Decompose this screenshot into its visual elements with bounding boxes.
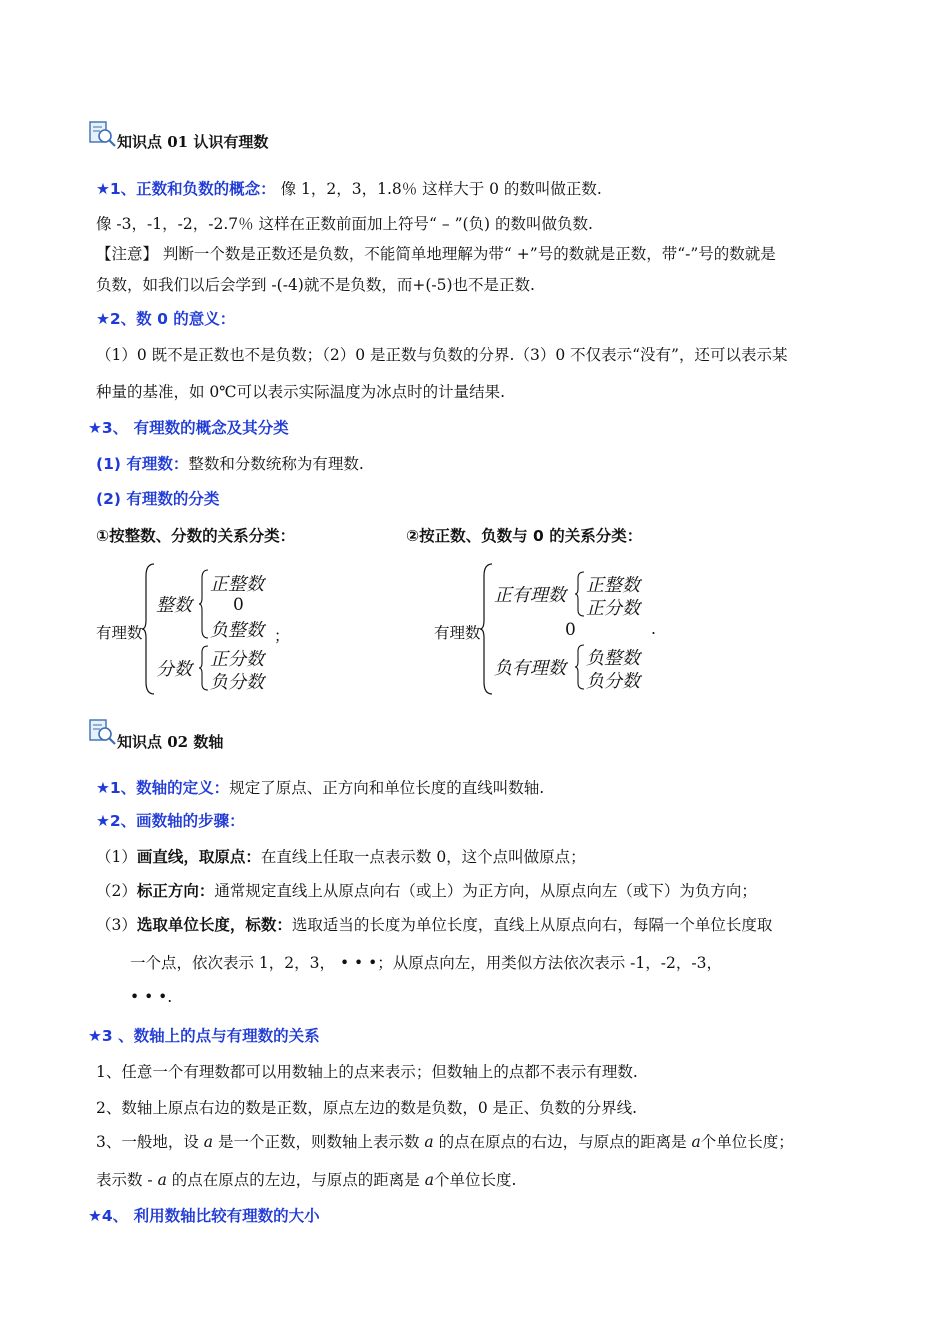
kp1-s1-title: ★1、正数和负数的概念： <box>96 180 276 198</box>
tree1-fraction: 分数 <box>156 659 192 680</box>
tree2-root: 有理数 <box>434 624 481 642</box>
step3-line3: • • •. <box>130 988 173 1006</box>
relation-2: 2、数轴上原点右边的数是正数，原点左边的数是负数，0 是正、负数的分界线. <box>96 1099 638 1117</box>
relation-3-line2: 表示数 - a 的点在原点的左边，与原点的距离是 a个单位长度. <box>96 1171 517 1189</box>
tree2-zero: 0 <box>565 620 576 640</box>
tree1-integer: 整数 <box>156 595 192 616</box>
relation-3: 3、一般地，设 a 是一个正数，则数轴上表示数 a 的点在原点的右边，与原点的距离是 a个单位长度； <box>96 1133 794 1151</box>
cls2-title: ②按正数、负数与 0 的关系分类： <box>406 527 643 545</box>
kp1-heading: 知识点 01 认识有理数 <box>117 133 269 151</box>
tree1-pos-frac: 正分数 <box>210 649 264 670</box>
kp2-s3-title: ★3 、数轴上的点与有理数的关系 <box>88 1027 320 1045</box>
rational-definition <box>96 452 364 474</box>
step2: （2）标正方向：通常规定直线上从原点向右（或上）为正方向，从原点向左（或下）为负方向； <box>96 882 757 900</box>
tree2-neg-int: 负整数 <box>586 648 640 669</box>
magnifier-document-icon <box>88 120 118 148</box>
tree1-integer-brace <box>199 568 209 640</box>
kp1-s1-line2: 像 -3，-1，-2，-2.7％ 这样在正数前面加上符号“ – ”(负) 的数叫做负数. <box>96 215 593 233</box>
tree2-main-brace <box>480 562 494 696</box>
cls1-title: ①按整数、分数的关系分类： <box>96 527 296 545</box>
tree1-zero: 0 <box>233 595 244 615</box>
tree2-neg-frac: 负分数 <box>586 671 640 692</box>
kp2-s4-title: ★4、 利用数轴比较有理数的大小 <box>88 1207 320 1225</box>
classification-title: (2) 有理数的分类 <box>96 490 220 508</box>
rational-def-text: 整数和分数统称为有理数. <box>188 455 364 473</box>
kp1-s1-text: 像 1，2，3，1.8％ 这样大于 0 的数叫做正数. <box>275 180 602 198</box>
kp2-s1-title: ★1、数轴的定义： <box>96 779 230 797</box>
tree1-pos-int: 正整数 <box>210 574 264 595</box>
tree2-negative-brace <box>575 643 585 691</box>
tree1-end: ； <box>274 627 290 645</box>
step3-line2: 一个点，依次表示 1，2，3， • • •；从原点向左，用类似方法依次表示 -1，-2，-3， <box>130 954 722 972</box>
tree2-positive-brace <box>575 570 585 618</box>
kp1-s1 <box>96 177 602 199</box>
kp2-s1 <box>96 776 544 798</box>
kp2-heading: 知识点 02 数轴 <box>117 733 224 751</box>
note-line2: 负数，如我们以后会学到 -(-4)就不是负数，而+(-5)也不是正数. <box>96 276 535 294</box>
tree1-root: 有理数 <box>96 624 143 642</box>
step3: （3）选取单位长度，标数：选取适当的长度为单位长度，直线上从原点向右，每隔一个单位长度取 <box>96 916 773 934</box>
tree2-end: . <box>651 620 656 638</box>
kp1-s2-line1: （1）0 既不是正数也不是负数；（2）0 是正数与负数的分界.（3）0 不仅表示“没有”，还可以表示某 <box>96 346 788 364</box>
note-line1: 【注意】 判断一个数是正数还是负数，不能简单地理解为带“ +”号的数就是正数，带“-”号的数就是 <box>96 245 776 263</box>
tree2-positive: 正有理数 <box>494 585 566 606</box>
tree1-neg-frac: 负分数 <box>210 672 264 693</box>
step1: （1）画直线，取原点：在直线上任取一点表示数 0，这个点叫做原点； <box>96 848 586 866</box>
tree2-pos-frac: 正分数 <box>586 598 640 619</box>
relation-1: 1、任意一个有理数都可以用数轴上的点来表示；但数轴上的点都不表示有理数. <box>96 1063 638 1081</box>
kp1-s3-title: ★3、 有理数的概念及其分类 <box>88 419 289 437</box>
tree1-neg-int: 负整数 <box>210 620 264 641</box>
kp2-s1-text: 规定了原点、正方向和单位长度的直线叫数轴. <box>229 779 545 797</box>
kp2-s2-title: ★2、画数轴的步骤： <box>96 812 245 830</box>
tree1-main-brace <box>142 562 156 696</box>
tree2-negative: 负有理数 <box>494 658 566 679</box>
tree2-pos-int: 正整数 <box>586 575 640 596</box>
magnifier-document-icon <box>88 718 118 746</box>
kp1-s2-line2: 种量的基准，如 0℃可以表示实际温度为冰点时的计量结果. <box>96 383 506 401</box>
kp1-s2-title: ★2、数 0 的意义： <box>96 310 236 328</box>
rational-def-label: (1) 有理数： <box>96 455 189 473</box>
tree1-fraction-brace <box>199 644 209 692</box>
